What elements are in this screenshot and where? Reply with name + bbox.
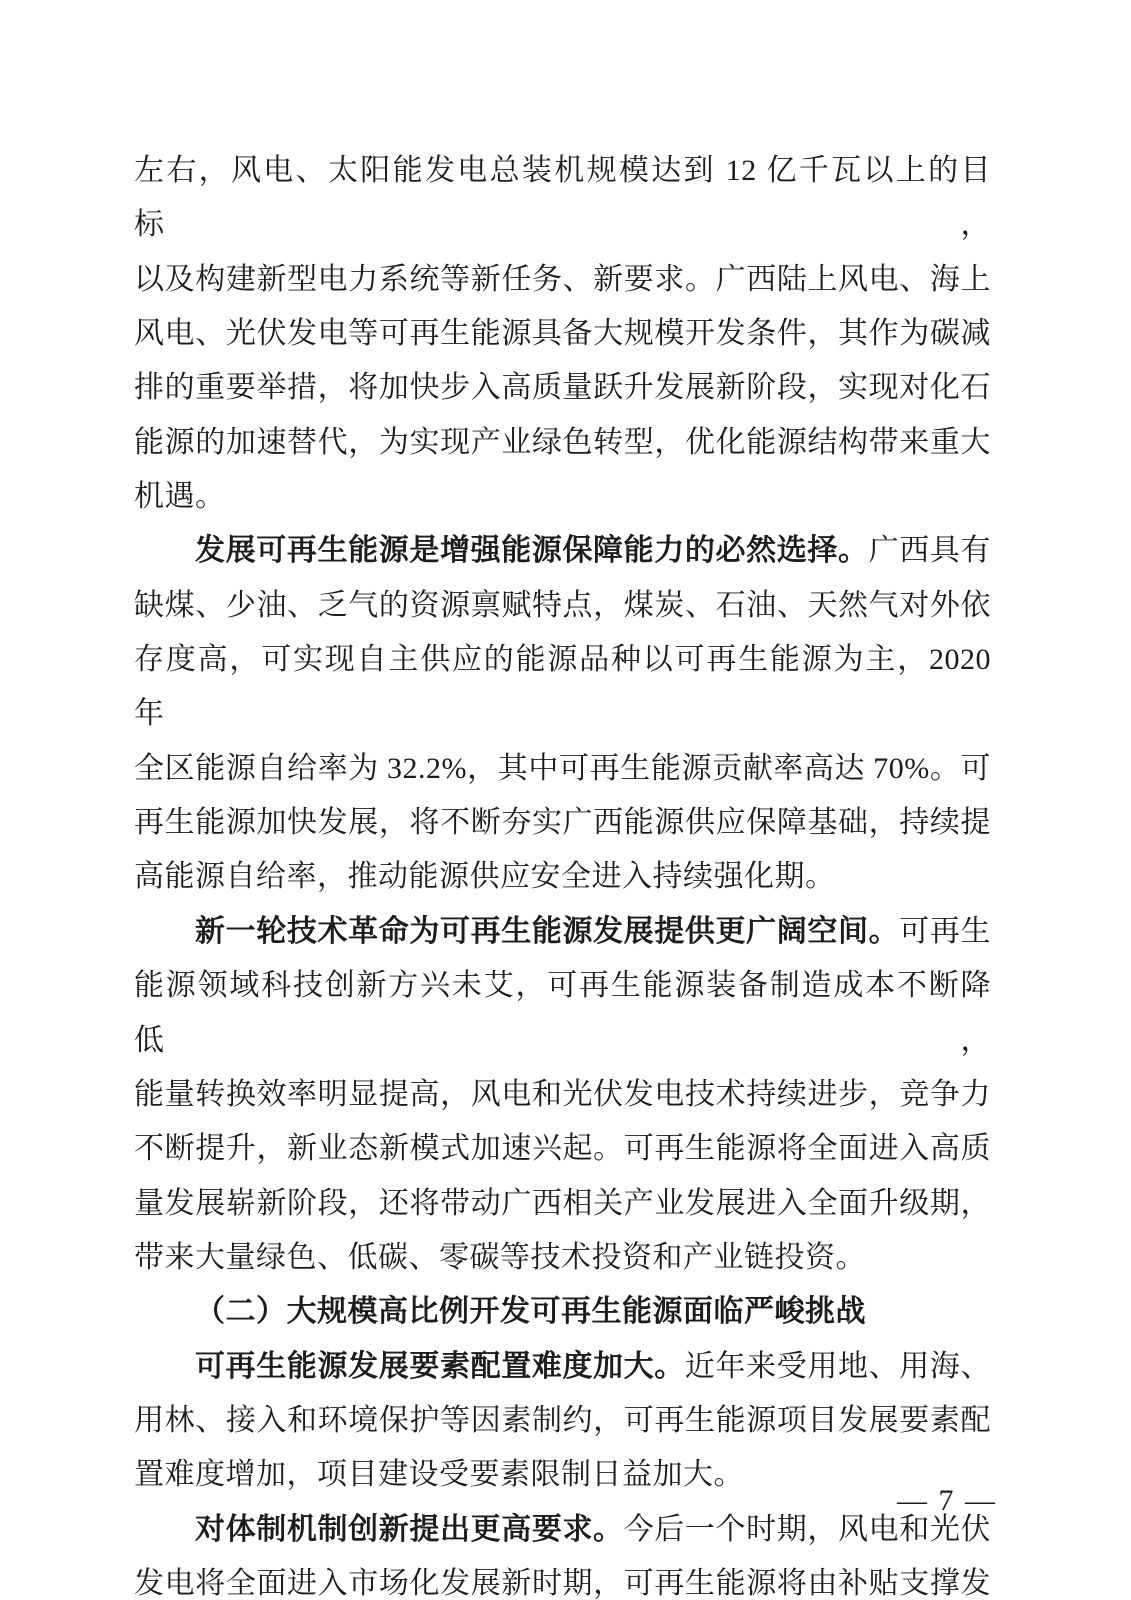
text-segment: 缺煤、少油、乏气的资源禀赋特点，煤炭、石油、天然气对外依 [134,588,991,622]
text-line [134,1394,991,1448]
bold-text-segment: （二）大规模高比例开发可再生能源面临严峻挑战 [195,1295,866,1329]
text-segment: 全区能源自给率为 32.2%，其中可再生能源贡献率高达 70%。可 [134,751,991,785]
text-line [134,1557,991,1600]
text-segment: 今后一个时期，风电和光伏 [623,1512,992,1546]
text-line [134,1340,991,1394]
bold-text-segment: 对体制机制创新提出更高要求。 [195,1512,624,1546]
document-body [134,144,991,1600]
text-segment: 量发展崭新阶段，还将带动广西相关产业发展进入全面升级期， [134,1186,991,1220]
text-line [134,579,991,633]
text-segment: 机遇。 [134,480,226,514]
text-segment: 置难度增加，项目建设受要素限制日益加大。 [134,1458,744,1492]
text-segment: 带来大量绿色、低碳、零碳等技术投资和产业链投资。 [134,1240,866,1274]
text-line [134,253,991,307]
text-segment: 排的重要举措，将加快步入高质量跃升发展新阶段，实现对化石 [134,371,991,405]
text-segment: 不断提升，新业态新模式加速兴起。可再生能源将全面进入高质 [134,1132,991,1166]
text-line [134,416,991,470]
text-line [134,144,991,253]
page-number: — 7 — [897,1484,997,1517]
text-line [134,796,991,850]
text-segment: 可再生 [899,914,992,948]
text-segment: 再生能源加快发展，将不断夯实广西能源供应保障基础，持续提 [134,806,991,840]
bold-text-segment: 发展可再生能源是增强能源保障能力的必然选择。 [195,534,869,568]
text-segment: 广西具有 [868,534,992,568]
bold-text-segment: 可再生能源发展要素配置难度加大。 [195,1349,685,1383]
text-segment: 存度高，可实现自主供应的能源品种以可再生能源为主，2020 年 [134,643,991,731]
text-segment: 用林、接入和环境保护等因素制约，可再生能源项目发展要素配 [134,1403,991,1437]
text-segment: 能量转换效率明显提高，风电和光伏发电技术持续进步，竞争力 [134,1077,991,1111]
text-line [134,1503,991,1557]
text-segment: 以及构建新型电力系统等新任务、新要求。广西陆上风电、海上 [134,262,991,296]
text-line [134,905,991,959]
text-segment: 近年来受用地、用海、 [684,1349,992,1383]
text-line [134,742,991,796]
text-segment: 左右，风电、太阳能发电总装机规模达到 12 亿千瓦以上的目标， [134,154,991,242]
text-segment: 能源领域科技创新方兴未艾，可再生能源装备制造成本不断降低， [134,969,991,1057]
text-line [134,307,991,361]
text-line [134,524,991,578]
text-segment: 高能源自给率，推动能源供应安全进入持续强化期。 [134,860,836,894]
text-segment: 能源的加速替代，为实现产业绿色转型，优化能源结构带来重大 [134,425,991,459]
text-segment: 风电、光伏发电等可再生能源具备大规模开发条件，其作为碳减 [134,317,991,351]
text-line [134,470,991,524]
text-line [134,1122,991,1176]
bold-text-segment: 新一轮技术革命为可再生能源发展提供更广阔空间。 [195,914,900,948]
text-line [134,633,991,742]
text-line [134,1231,991,1285]
text-line [134,959,991,1068]
text-line [134,1068,991,1122]
text-line [134,1177,991,1231]
text-line [134,1285,991,1339]
text-line [134,1448,991,1502]
text-segment: 发电将全面进入市场化发展新时期，可再生能源将由补贴支撑发 [134,1566,991,1600]
text-line [134,361,991,415]
text-line [134,850,991,904]
